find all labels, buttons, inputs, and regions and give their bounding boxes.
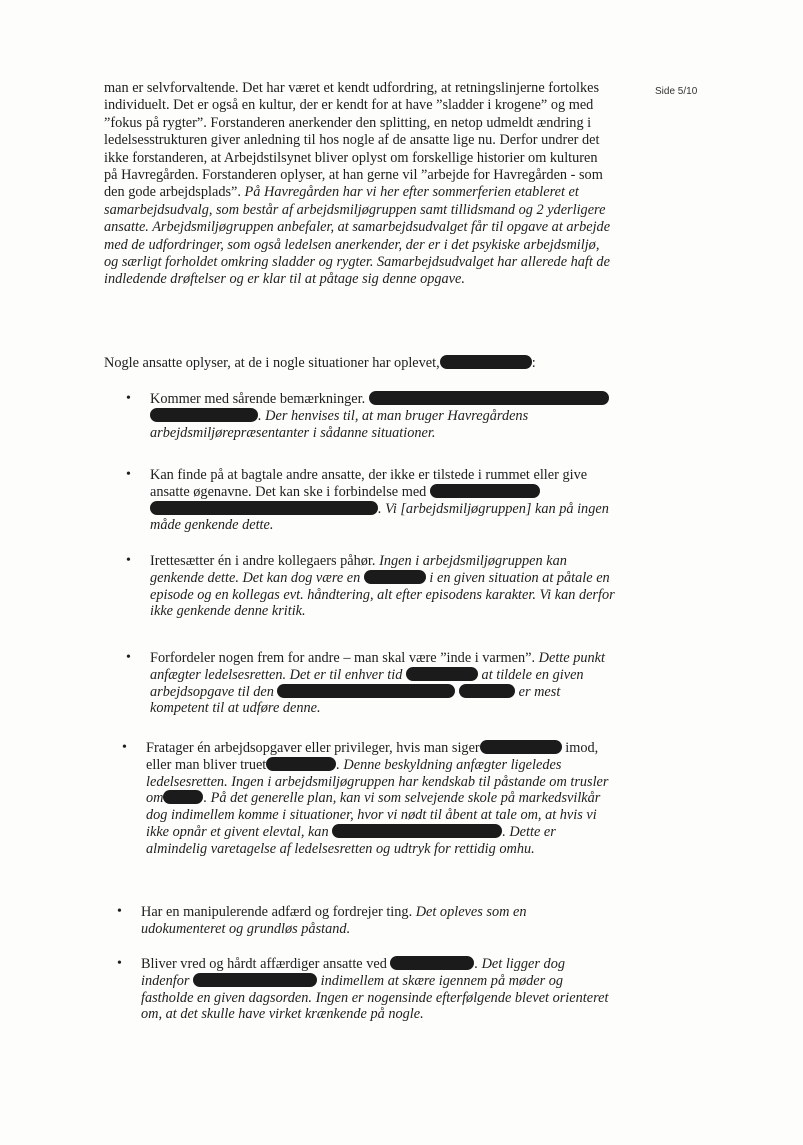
bullet-dot: • bbox=[126, 650, 131, 665]
redaction-bar bbox=[163, 790, 203, 804]
redaction-bar bbox=[390, 956, 474, 970]
bullet-7-text: Bliver vred og hårdt affærdiger ansatte ved bbox=[141, 956, 387, 972]
bullet-2-response: . Vi [arbejdsmiljøgruppen] kan på ingen måde genkende dette. bbox=[150, 500, 609, 534]
redaction-bar bbox=[480, 740, 562, 754]
bullet-item-6 bbox=[117, 904, 611, 938]
bullet-7-response-cont: indimellem at skære igennem på møder og fastholde en given dagsorden. Ingen er nogensinde efterfølgende blevet orienteret om, at det skulle have virket krænkende på nogle. bbox=[141, 972, 609, 1023]
bullet-dot: • bbox=[126, 467, 131, 482]
bullet-6-response: Det opleves som en udokumenteret og grundløs påstand. bbox=[141, 904, 527, 937]
redaction-bar bbox=[332, 824, 502, 838]
redaction-bar bbox=[430, 484, 540, 498]
intro-paragraph bbox=[104, 80, 614, 289]
redaction-bar bbox=[193, 973, 317, 987]
bullet-dot: • bbox=[126, 553, 131, 568]
bullet-1-text: Kommer med sårende bemærkninger. bbox=[150, 391, 366, 407]
redaction-bar bbox=[266, 757, 336, 771]
bullet-5-text-cont: imod, eller man bliver truet bbox=[146, 740, 599, 773]
bullet-item-5 bbox=[122, 740, 616, 858]
redaction-bar bbox=[440, 355, 532, 369]
lead-in-colon: : bbox=[531, 355, 536, 371]
bullet-5-text: Fratager én arbejdsopgaver eller privileger, hvis man siger bbox=[146, 740, 480, 756]
bullet-item-4 bbox=[126, 650, 620, 717]
lead-in-text: Nogle ansatte oplyser, at de i nogle situationer har oplevet, bbox=[104, 355, 440, 371]
redaction-bar bbox=[277, 684, 455, 698]
bullet-7-response: . Det ligger dog indenfor bbox=[141, 956, 565, 989]
bullet-4-response: Dette punkt anfægter ledelsesretten. Det er til enhver tid bbox=[150, 650, 605, 683]
intro-text: man er selvforvaltende. Det har været et kendt udfordring, at retningslinjerne fortolkes individuelt. Det er også en kultur, der er kendt for at have ”sladder i krogene” og med ”fokus på rygter”. Forstanderen anerkender den splitting, en netop udmeldt ændring i ledelsesstrukturen giver anledning til hos nogle af de ansatte lige nu. Derfor undrer det ikke forstanderen, at Arbejdstilsynet bliver oplyst om forskellige historier om kulturen på Havregården. Forstanderen oplyser, at han gerne vil ”arbejde for Havregården - som den gode arbejdsplads”. bbox=[104, 80, 603, 201]
bullet-1-response: . Der henvises til, at man bruger Havregårdens arbejdsmiljørepræsentanter i sådanne situationer. bbox=[150, 407, 529, 441]
bullet-3-response: Ingen i arbejdsmiljøgruppen kan genkende dette. Det kan dog være en bbox=[150, 553, 567, 586]
redaction-bar bbox=[459, 684, 515, 698]
redaction-bar bbox=[369, 391, 609, 405]
intro-italic-response: På Havregården har vi her efter sommerferien etableret et samarbejdsudvalg, som består af arbejdsmiljøgruppen samt tillidsmand og 2 yderligere ansatte. Arbejdsmiljøgruppen anbefaler, at samarbejdsudvalget får til opgave at arbejde med de udfordringer, som også ledelsen anerkender, der er i det psykiske arbejdsmiljø, og særligt forholdet omkring sladder og rygter. Samarbejdsudvalget har allerede haft de indledende drøftelser og er klar til at påtage sig denne opgave. bbox=[104, 184, 611, 288]
bullet-4-response-cont: at tildele en given arbejdsopgave til den bbox=[150, 666, 584, 700]
bullet-5-response: . Denne beskyldning anfægter ligeledes ledelsesretten. Ingen i arbejdsmiljøgruppen har kendskab til påstande om trusler om bbox=[146, 756, 609, 807]
lead-in-paragraph bbox=[104, 355, 604, 372]
bullet-dot: • bbox=[126, 391, 131, 406]
bullet-item-1 bbox=[126, 391, 620, 441]
redaction-bar bbox=[150, 408, 258, 422]
bullet-6-text: Har en manipulerende adfærd og fordrejer ting. bbox=[141, 904, 413, 920]
bullet-item-2 bbox=[126, 467, 620, 534]
redaction-bar bbox=[406, 667, 478, 681]
bullet-3-response-cont: i en given situation at påtale en episode og en kollegas evt. håndtering, alt efter episodens karakter. Vi kan derfor ikke genkende denne kritik. bbox=[150, 569, 615, 620]
bullet-dot: • bbox=[117, 956, 122, 971]
bullet-5-response-cont: . På det generelle plan, kan vi som selvejende skole på markedsvilkår dog indimellem komme i situationer, hvor vi nødt til åbent at tale om, at hvis vi ikke opnår et givent elevtal, kan bbox=[146, 790, 601, 840]
bullet-4-text: Forfordeler nogen frem for andre – man skal være ”inde i varmen”. bbox=[150, 650, 536, 666]
bullet-dot: • bbox=[117, 904, 122, 919]
bullet-dot: • bbox=[122, 740, 127, 755]
redaction-bar bbox=[150, 501, 378, 515]
bullet-item-7 bbox=[117, 956, 611, 1023]
bullet-5-response-end: . Dette er almindelig varetagelse af ledelsesretten og udtryk for rettidig omhu. bbox=[146, 823, 556, 857]
bullet-item-3 bbox=[126, 553, 620, 620]
redaction-bar bbox=[364, 570, 426, 584]
bullet-2-text: Kan finde på at bagtale andre ansatte, der ikke er tilstede i rummet eller give ansatte øgenavne. Det kan ske i forbindelse med bbox=[150, 467, 588, 500]
bullet-3-text: Irettesætter én i andre kollegaers påhør. bbox=[150, 553, 376, 569]
page-number: Side 5/10 bbox=[655, 86, 698, 97]
bullet-4-response-end: er mest kompetent til at udføre denne. bbox=[150, 683, 561, 717]
